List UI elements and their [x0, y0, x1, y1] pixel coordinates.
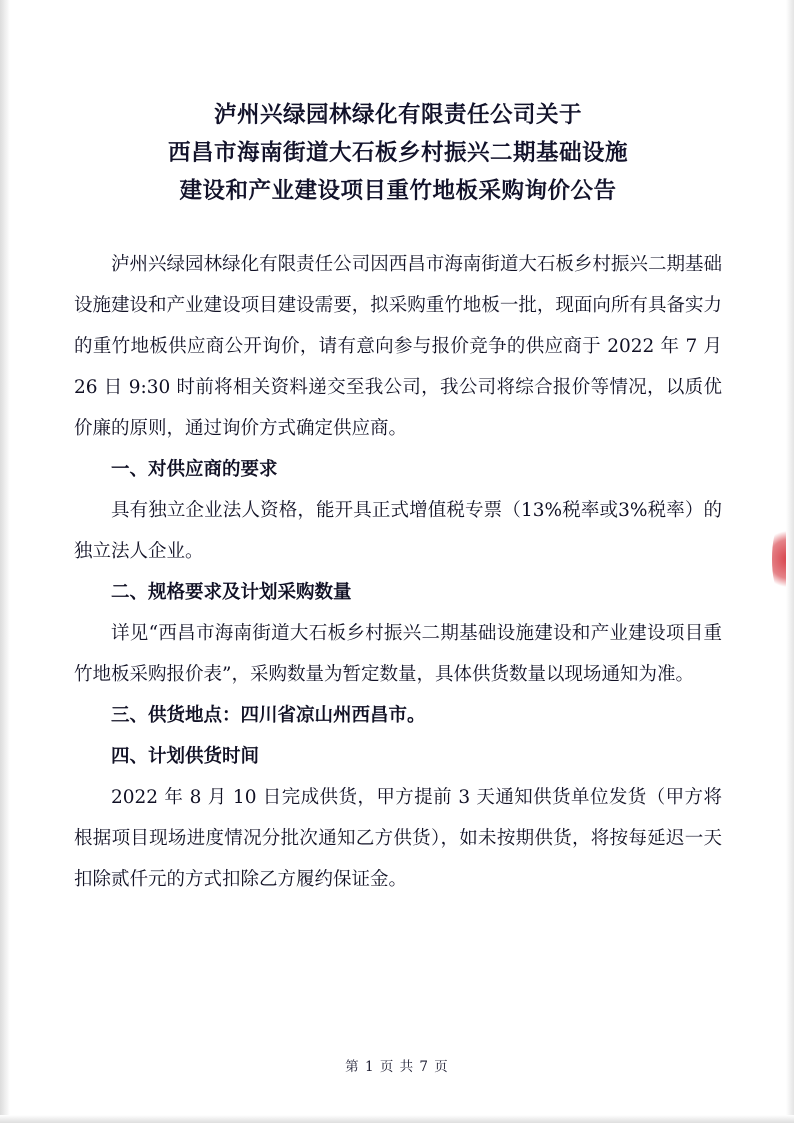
paragraph-section-4: 2022 年 8 月 10 日完成供货，甲方提前 3 天通知供货单位发货（甲方将根据项目现场进度情况分批次通知乙方供货），如未按期供货，将按每延迟一天扣除贰仟元的方式扣除乙方履约保证金。: [74, 787, 722, 890]
section-heading-3: 三、供货地点：四川省凉山州西昌市。: [111, 705, 426, 726]
paragraph-intro: 泸州兴绿园林绿化有限责任公司因西昌市海南街道大石板乡村振兴二期基础设施建设和产业建设项目建设需要，拟采购重竹地板一批，现面向所有具备实力的重竹地板供应商公开询价，请有意向参与报价竞争的供应商于 2022 年 7 月 26 日 9:30 时前将相关资料递交至我公司，我公司将综合报价等情况，以质优价廉的原则，通过询价方式确定供应商。: [74, 254, 722, 439]
paragraph-section-1: 具有独立企业法人资格，能开具正式增值税专票（13%税率或3%税率）的独立法人企业。: [74, 500, 722, 562]
title-line-1: 泸州兴绿园林绿化有限责任公司关于: [213, 102, 582, 128]
page-title: [74, 78, 722, 210]
title-line-3: 建设和产业建设项目重竹地板采购询价公告: [179, 178, 617, 204]
document-body: [74, 244, 722, 900]
section-heading-4: 四、计划供货时间: [111, 746, 260, 767]
page-footer: 第 1 页 共 7 页: [345, 1059, 449, 1075]
section-heading-2: 二、规格要求及计划采购数量: [111, 582, 352, 603]
section-heading-1: 一、对供应商的要求: [111, 459, 278, 480]
title-line-2: 西昌市海南街道大石板乡村振兴二期基础设施: [167, 140, 628, 166]
paragraph-section-2: 详见“西昌市海南街道大石板乡村振兴二期基础设施建设和产业建设项目重竹地板采购报价表”，采购数量为暂定数量，具体供货数量以现场通知为准。: [74, 623, 722, 685]
